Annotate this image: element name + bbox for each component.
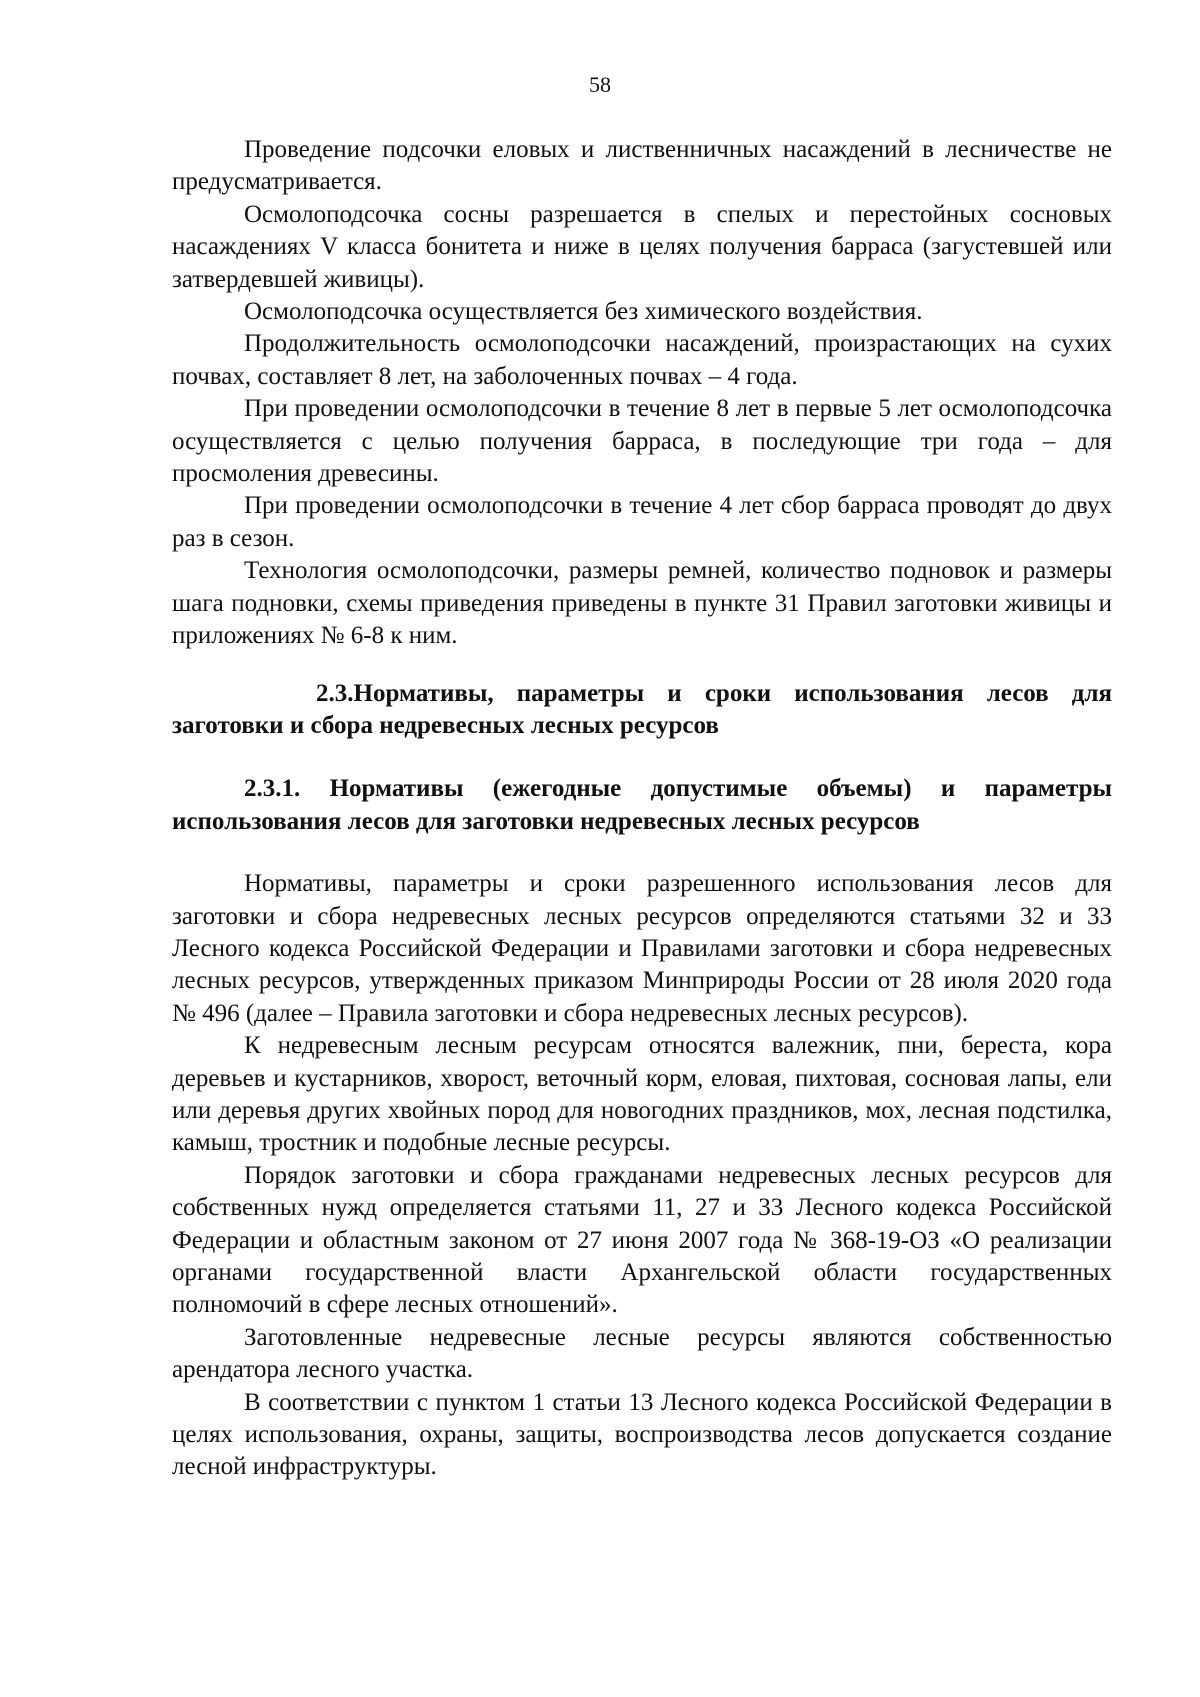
paragraph-pine-resin-tapping-allowed: Осмолоподсочка сосны разрешается в спелых и перестойных сосновых насаждениях V класса бонитета и ниже в целях получения барраса (загустевшей или затвердевшей живицы). [172,200,1112,293]
section-heading-2-3 [172,678,1112,743]
paragraph-tapping-technology: Технология осмолоподсочки, размеры ремней, количество подновок и размеры шага подновки, схемы приведения приведены в пункте 31 Правил заготовки живицы и приложениях № 6-8 к ним. [172,557,1112,650]
paragraph-tapping-duration: Продолжительность осмолоподсочки насаждений, произрастающих на сухих почвах, составляет 8 лет, на заболоченных почвах – 4 года. [172,330,1112,390]
page-number: 58 [589,72,611,97]
section-heading-2-3-1 [172,773,1112,838]
paragraph-four-year-tapping: При проведении осмолоподсочки в течение 4 лет сбор барраса проводят до двух раз в сезон. [172,492,1112,552]
section-number: 2.3. [316,679,354,707]
paragraph-no-chemical-impact: Осмолоподсочка осуществляется без химического воздействия. [244,298,923,326]
paragraph-norms-definition: Нормативы, параметры и сроки разрешенного использования лесов для заготовки и сбора недревесных лесных ресурсов определяются статьями 32 и 33 Лесного кодекса Российской Федерации и Правилами заготовки и сбора недревесных лесных ресурсов, утвержденных приказом Минприроды России от 28 июля 2020 года № 496 (далее – Правила заготовки и сбора недревесных лесных ресурсов). [172,870,1112,1027]
paragraph-forest-infrastructure: В соответствии с пунктом 1 статьи 13 Лесного кодекса Российской Федерации в целях использования, охраны, защиты, воспроизводства лесов допускается создание лесной инфраструктуры. [172,1388,1112,1481]
paragraph-harvested-resources-ownership: Заготовленные недревесные лесные ресурсы являются собственностью арендатора лесного участка. [172,1323,1112,1384]
section-title: Нормативы, параметры и сроки использования лесов для заготовки и сбора недревесных лесных ресурсов [172,679,1112,739]
paragraph-non-timber-resources-list: К недревесным лесным ресурсам относятся валежник, пни, береста, кора деревьев и кустарников, хворост, веточный корм, еловая, пихтовая, сосновая лапы, ели или деревья других хвойных пород для новогодних праздников, мох, лесная подстилка, камыш, тростник и подобные лесные ресурсы. [172,1032,1112,1157]
page-body [172,134,1112,1484]
subsection-number: 2.3.1. [244,775,301,803]
paragraph-eight-year-tapping: При проведении осмолоподсочки в течение 8 лет в первые 5 лет осмолоподсочка осуществляется с целью получения барраса, в последующие три года – для просмоления древесины. [172,395,1112,488]
paragraph-tapping-not-planned: Проведение подсочки еловых и лиственничных насаждений в лесничестве не предусматривается. [172,136,1112,196]
paragraph-citizens-harvest-order: Порядок заготовки и сбора гражданами недревесных лесных ресурсов для собственных нужд определяется статьями 11, 27 и 33 Лесного кодекса Российской Федерации и областным законом от 27 июня 2007 года № 368-19-ОЗ «О реализации органами государственной власти Архангельской области государственных полномочий в сфере лесных отношений». [172,1161,1112,1319]
subsection-title: Нормативы (ежегодные допустимые объемы) и параметры использования лесов для заготовки недревесных лесных ресурсов [172,775,1113,835]
